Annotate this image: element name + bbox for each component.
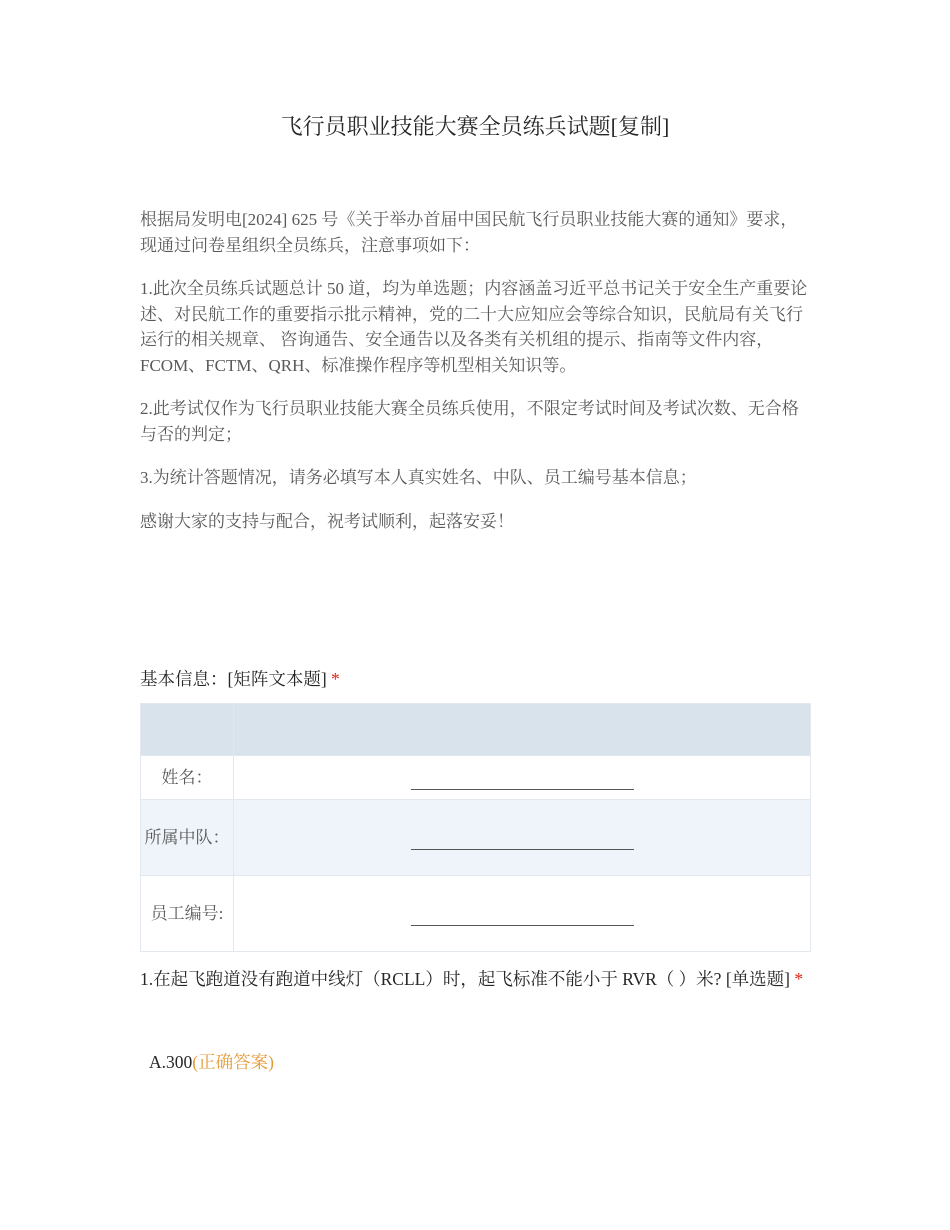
matrix-row-label: 姓名： — [141, 756, 234, 800]
question-1 — [140, 962, 815, 996]
intro-paragraph: 3.为统计答题情况，请务必填写本人真实姓名、中队、员工编号基本信息； — [140, 468, 697, 487]
intro-paragraph: 感谢大家的支持与配合，祝考试顺利，起落安妥！ — [140, 511, 514, 531]
option-label: A.300 — [149, 1052, 193, 1072]
basic-info-title: 基本信息：[矩阵文本题] — [140, 669, 327, 689]
squadron-input-line[interactable] — [411, 829, 634, 850]
matrix-row-employee-id — [141, 876, 811, 952]
survey-title: 飞行员职业技能大赛全员练兵试题[复制] — [280, 114, 670, 139]
intro-paragraph: 2.此考试仅作为飞行员职业技能大赛全员练兵使用，不限定考试时间及考试次数、无合格与否的判定； — [140, 399, 799, 444]
name-input[interactable] — [234, 756, 811, 800]
required-mark: * — [794, 969, 804, 989]
basic-info-label — [140, 666, 340, 692]
question-1-text: 1.在起飞跑道没有跑道中线灯（RCLL）时，起飞标准不能小于 RVR（ ）米? [单选题] — [140, 969, 790, 989]
matrix-row-name — [141, 756, 811, 800]
squadron-input[interactable] — [234, 800, 811, 876]
correct-answer-note: (正确答案) — [192, 1052, 274, 1072]
matrix-row-squadron — [141, 800, 811, 876]
question-1-option-a[interactable] — [149, 1048, 274, 1076]
matrix-header-cell — [234, 704, 811, 756]
matrix-row-label: 所属中队： — [141, 800, 234, 876]
matrix-header-row — [141, 704, 811, 756]
required-mark: * — [331, 669, 340, 689]
matrix-row-label: 员工编号: — [141, 876, 234, 952]
intro-paragraph: 根据局发明电[2024] 625 号《关于举办首届中国民航飞行员职业技能大赛的通知》要求，现通过问卷星组织全员练兵，注意事项如下： — [140, 210, 798, 255]
intro-paragraph: 1.此次全员练兵试题总计 50 道，均为单选题；内容涵盖习近平总书记关于安全生产重要论述、对民航工作的重要指示批示精神，党的二十大应知应会等综合知识，民航局有关飞行运行的相关规章、 咨询通告、安全通告以及各类有关机组的提示、指南等文件内容，FCOM、FCTM、QRH、标准操作程序等机型相关知识等。 — [140, 279, 808, 375]
basic-info-matrix — [140, 703, 811, 952]
employee-id-input[interactable] — [234, 876, 811, 952]
name-input-line[interactable] — [411, 769, 634, 790]
matrix-header-cell — [141, 704, 234, 756]
employee-id-input-line[interactable] — [411, 905, 634, 926]
intro-notice — [140, 207, 810, 552]
